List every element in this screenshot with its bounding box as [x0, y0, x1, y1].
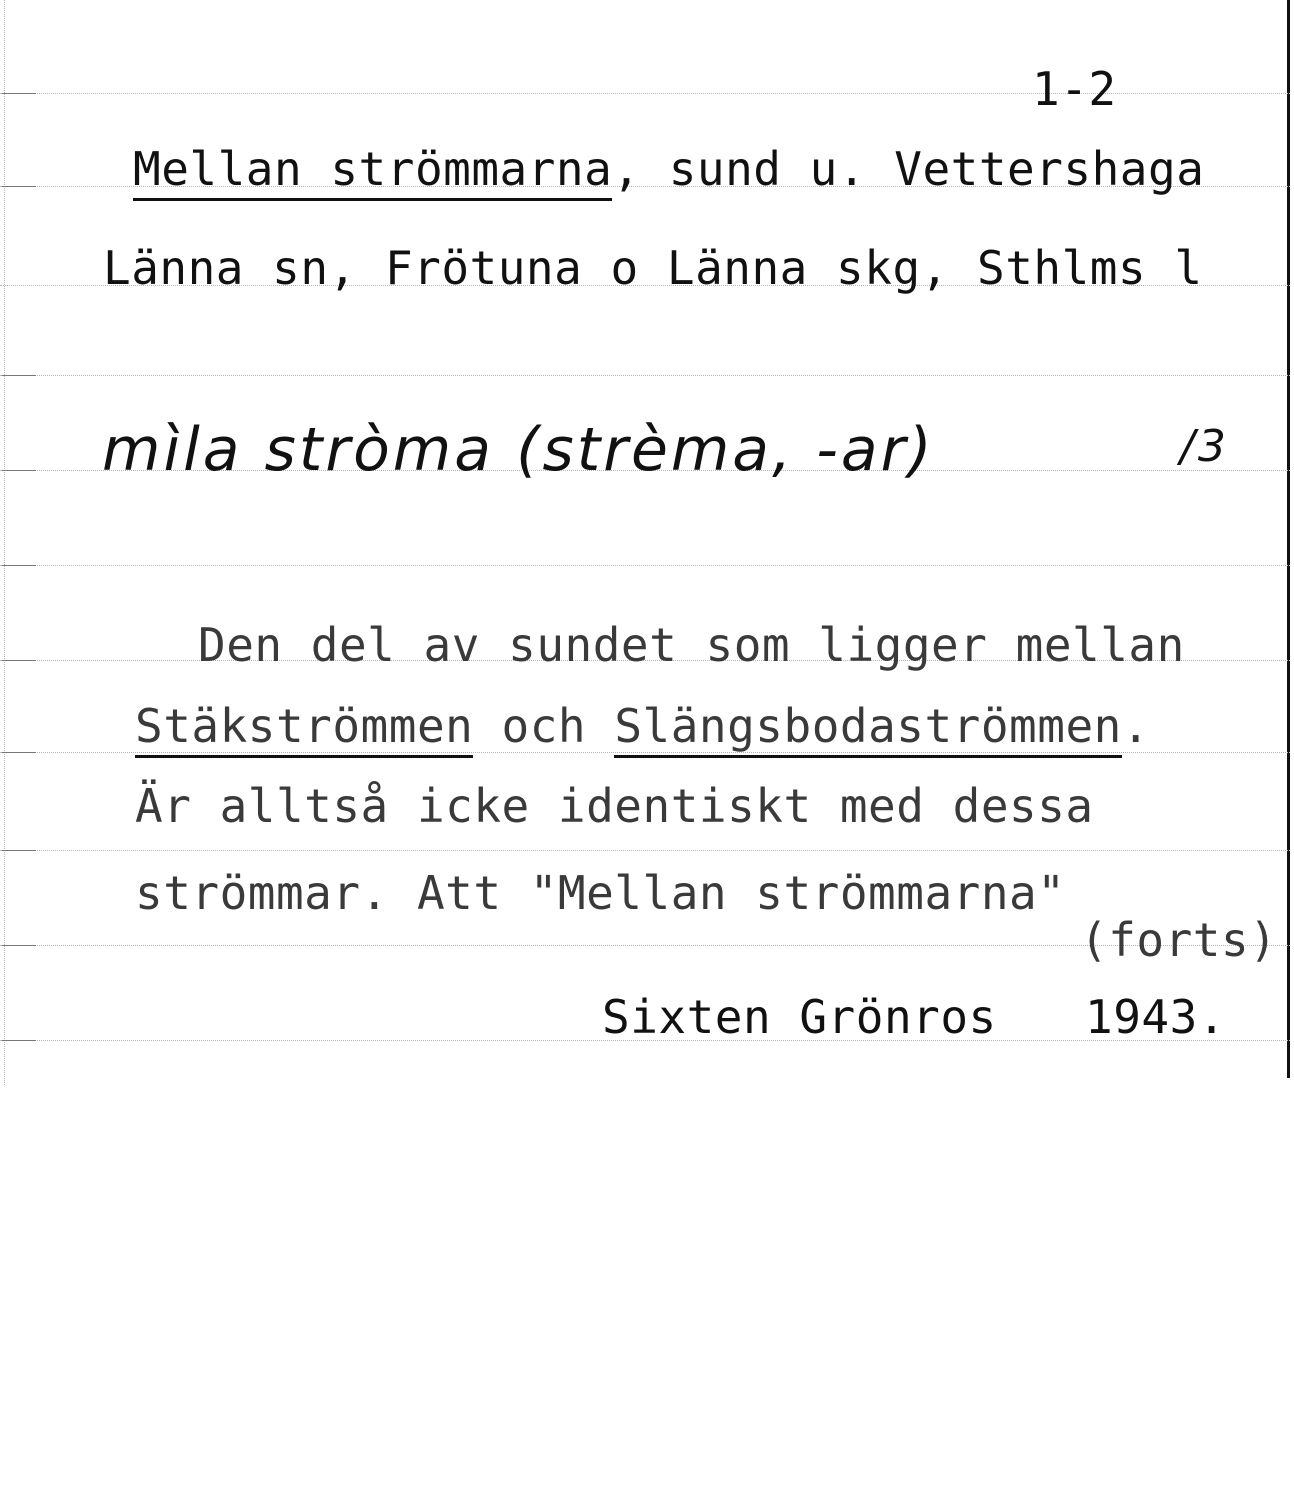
card-left-edge	[4, 0, 5, 1085]
body-period: .	[1121, 699, 1151, 753]
margin-tick	[2, 1040, 36, 1041]
margin-tick	[2, 93, 36, 94]
body-line-4: strömmar. Att "Mellan strömmarna"	[135, 866, 1066, 920]
pronunciation-handwritten: mìla stròma (strèma, -ar)	[102, 415, 935, 485]
card-ruling	[0, 850, 1290, 851]
margin-tick	[2, 565, 36, 566]
margin-tick	[2, 186, 36, 187]
reference-stakstrommen: Stäkströmmen	[135, 699, 473, 758]
card-ruling	[0, 375, 1290, 376]
header-line-2: Länna sn, Frötuna o Länna skg, Sthlms l	[103, 241, 1203, 295]
header-location: , sund u. Vettershaga	[612, 142, 1205, 196]
body-connector: och	[473, 699, 615, 753]
signature-name: Sixten Grönros	[602, 990, 997, 1044]
pronunciation-mark: /3	[1180, 421, 1229, 472]
signature-year: 1943.	[1085, 990, 1226, 1044]
card-ruling	[0, 565, 1290, 566]
margin-tick	[2, 660, 36, 661]
body-line-1: Den del av sundet som ligger mellan	[198, 618, 1185, 672]
margin-tick	[2, 375, 36, 376]
card-right-edge	[1287, 0, 1290, 1078]
margin-tick	[2, 945, 36, 946]
margin-tick	[2, 752, 36, 753]
reference-slangsbodastrommen: Slängsbodaströmmen	[614, 699, 1122, 758]
body-line-3: Är alltså icke identiskt med dessa	[135, 779, 1094, 833]
body-line-2	[135, 699, 1151, 753]
place-name: Mellan strömmarna	[133, 142, 612, 201]
card-number: 1-2	[1032, 62, 1117, 116]
margin-tick	[2, 850, 36, 851]
continued-note: (forts)	[1080, 913, 1278, 967]
margin-tick	[2, 470, 36, 471]
header-line-1	[133, 142, 1205, 196]
